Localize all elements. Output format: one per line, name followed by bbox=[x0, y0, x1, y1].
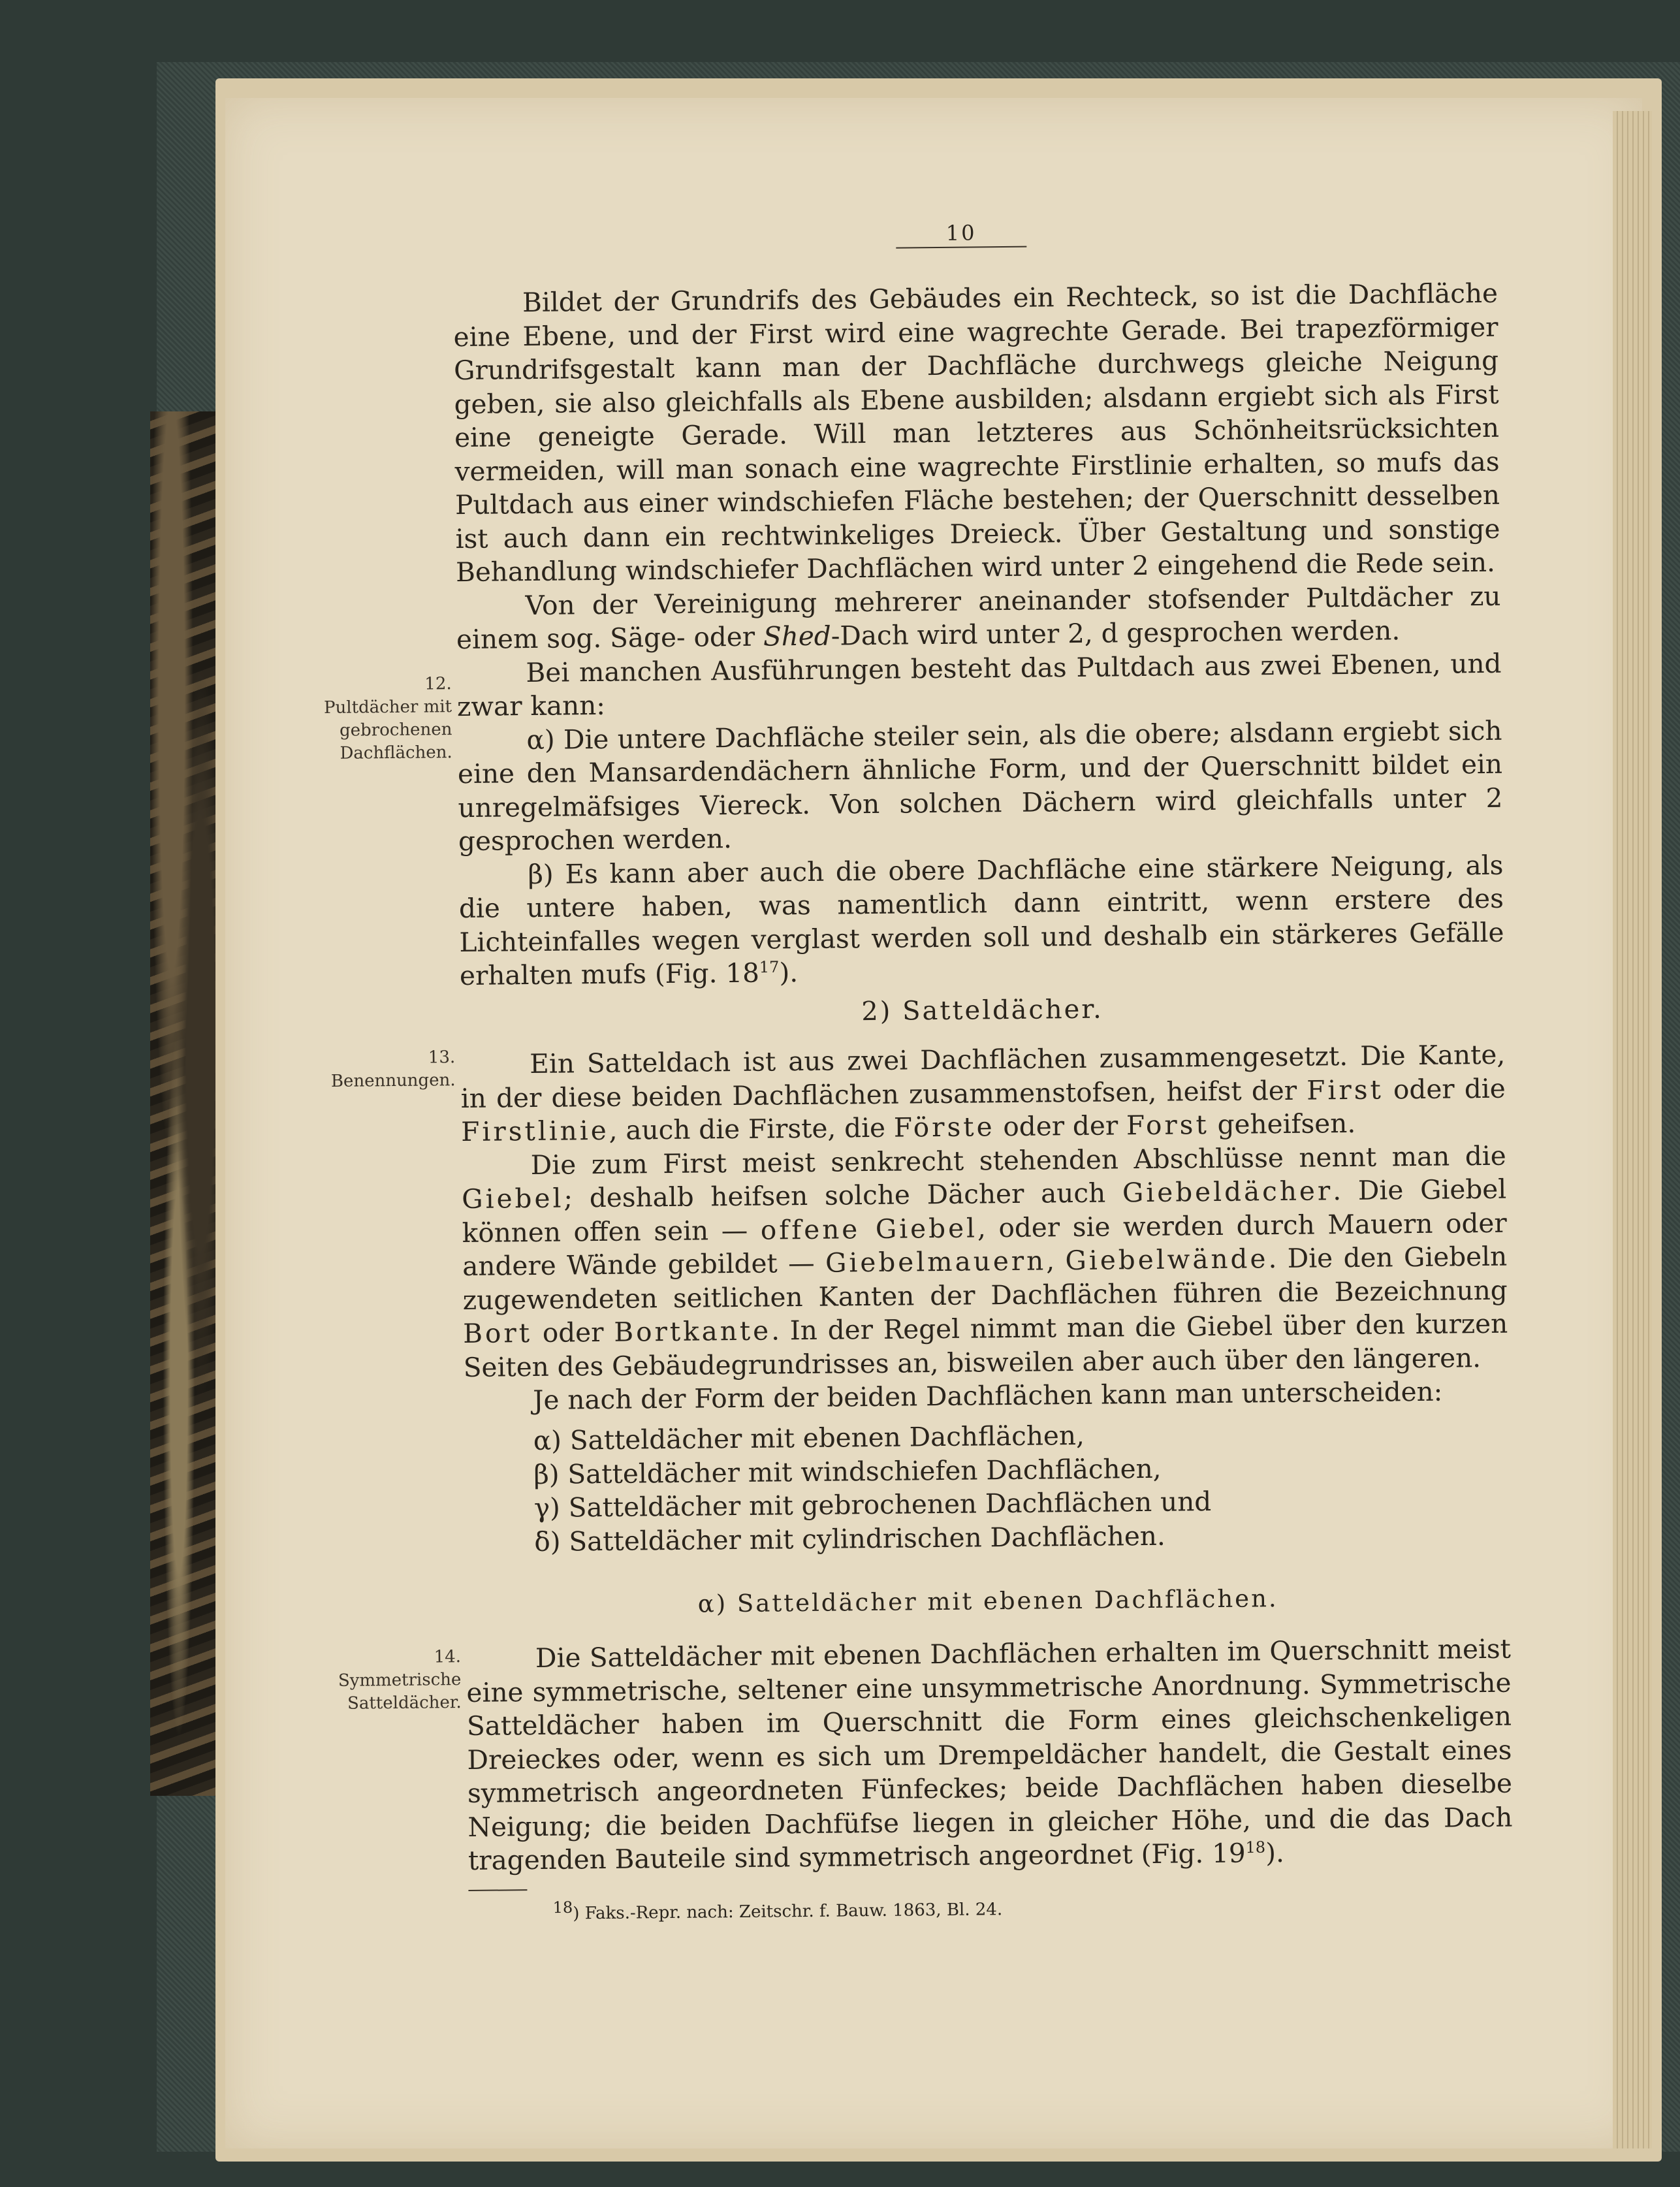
margin-note-line: Satteldächer. bbox=[347, 1693, 462, 1714]
list-item: δ) Satteldächer mit cylindrischen Dachflächen. bbox=[534, 1520, 1165, 1557]
page-number-rule bbox=[896, 246, 1026, 249]
margin-note-line: Pultdächer mit bbox=[323, 697, 452, 718]
margin-note-line: gebrochenen bbox=[339, 720, 452, 741]
text-block-satteldach bbox=[460, 1038, 1508, 1418]
text-block-symmetrische bbox=[466, 1633, 1513, 1878]
roof-type-list bbox=[533, 1418, 1212, 1559]
paragraph: α) Die untere Dachfläche steiler sein, als die obere; alsdann ergiebt sich eine den Mansardendächern ähnliche Form, und der Querschnitt bildet ein unregelmäfsiges Viereck. Von solchen Dächern wird gleichfalls unter 2 gesprochen werden. bbox=[457, 714, 1503, 857]
paragraph: Die Satteldächer mit ebenen Dachflächen erhalten im Querschnitt meist eine symmetrische, seltener eine unsymmetrische Anordnung. Symmetrische Satteldächer haben im Querschnitt die Form eines gleichschenkeligen Dreieckes oder, wenn es sich um Drempeldächer handelt, die Gestalt eines symmetrisch angeordneten Fünfeckes; beide Dachflächen haben dieselbe Neigung; die beiden Dachfüfse liegen in gleicher Höhe, und die das Dach tragenden Bauteile sind symmetrisch angeordnet (Fig. $19^{18}$). bbox=[466, 1633, 1513, 1876]
heading-satteldaecher: 2) Satteldächer. bbox=[861, 994, 1103, 1027]
paragraph: Ein Satteldach ist aus zwei Dachflächen zusammengesetzt. Die Kante, in der diese beiden Dachflächen zusammenstofsen, heifst der First oder die Firstlinie, auch die Firste, die Förste oder der Forst geheifsen. bbox=[460, 1038, 1506, 1148]
paragraph: Bildet der Grundrifs des Gebäudes ein Rechteck, so ist die Dachfläche eine Ebene, und der First wird eine wagrechte Gerade. Bei trapezförmiger Grundrifsgestalt kann man der Dachfläche durchwegs gleiche Neigung geben, sie also gleichfalls als Ebene ausbilden; alsdann ergiebt sich als First eine geneigte Gerade. Will man letzteres aus Schönheitsrücksichten vermeiden, will man sonach eine wagrechte Firstlinie erhalten, so mufs das Pultdach aus einer windschiefen Fläche bestehen; der Querschnitt desselben ist auch dann ein rechtwinkeliges Dreieck. Über Gestaltung und sonstige Behandlung windschiefer Dachflächen wird unter 2 eingehend die Rede sein. bbox=[453, 277, 1500, 588]
paragraph: Die zum First meist senkrecht stehenden Abschlüsse nennt man die Giebel; deshalb heifsen solche Dächer auch Giebeldächer. Die Giebel können offen sein — offene Giebel, oder sie werden durch Mauern oder andere Wände gebildet — Giebelmauern, Giebelwände. Die den Giebeln zugewendeten seitlichen Kanten der Dachflächen führen die Bezeichnung Bort oder Bortkante. In der Regel nimmt man die Giebel über den kurzen Seiten des Gebäudegrundrisses an, bisweilen aber auch über den längeren. bbox=[462, 1140, 1508, 1383]
list-item: α) Satteldächer mit ebenen Dachflächen, bbox=[533, 1419, 1085, 1457]
margin-note-12 bbox=[282, 673, 452, 765]
footnote: $^{18}$) Faks.-Repr. nach: Zeitschr. f. Bauw. 1863, Bl. 24. bbox=[552, 1898, 1003, 1924]
margin-note-line: Dachflächen. bbox=[340, 742, 452, 763]
margin-note-number: 12. bbox=[424, 674, 452, 694]
margin-note-14 bbox=[291, 1646, 462, 1716]
margin-note-line: Benennungen. bbox=[330, 1070, 456, 1091]
text-block-pultdach bbox=[453, 277, 1504, 993]
list-item: γ) Satteldächer mit gebrochenen Dachflächen und bbox=[533, 1486, 1212, 1524]
footnote-rule bbox=[468, 1889, 527, 1891]
heading-ebene-dachflaechen: α) Satteldächer mit ebenen Dachflächen. bbox=[697, 1584, 1278, 1618]
paragraph: Von der Vereinigung mehrerer aneinander stofsender Pultdächer zu einem sog. Säge- oder Shed-Dach wird unter 2, d gesprochen werden. bbox=[456, 580, 1501, 656]
margin-note-line: Symmetrische bbox=[338, 1670, 462, 1691]
paragraph: β) Es kann aber auch die obere Dachfläche eine stärkere Neigung, als die untere haben, was namentlich dann eintritt, wenn erstere des Lichteinfalles wegen verglast werden soll und deshalb ein stärkeres Gefälle erhalten mufs (Fig. $18^{17}$). bbox=[458, 849, 1504, 992]
paragraph: Bei manchen Ausführungen besteht das Pultdach aus zwei Ebenen, und zwar kann: bbox=[456, 647, 1502, 723]
page-number: 10 bbox=[945, 220, 977, 246]
margin-note-13 bbox=[285, 1046, 456, 1093]
margin-note-number: 13. bbox=[428, 1047, 456, 1068]
margin-note-number: 14. bbox=[434, 1647, 462, 1667]
paragraph: Je nach der Form der beiden Dachflächen kann man unterscheiden: bbox=[533, 1375, 1443, 1416]
list-item: β) Satteldächer mit windschiefen Dachflächen, bbox=[533, 1452, 1162, 1490]
